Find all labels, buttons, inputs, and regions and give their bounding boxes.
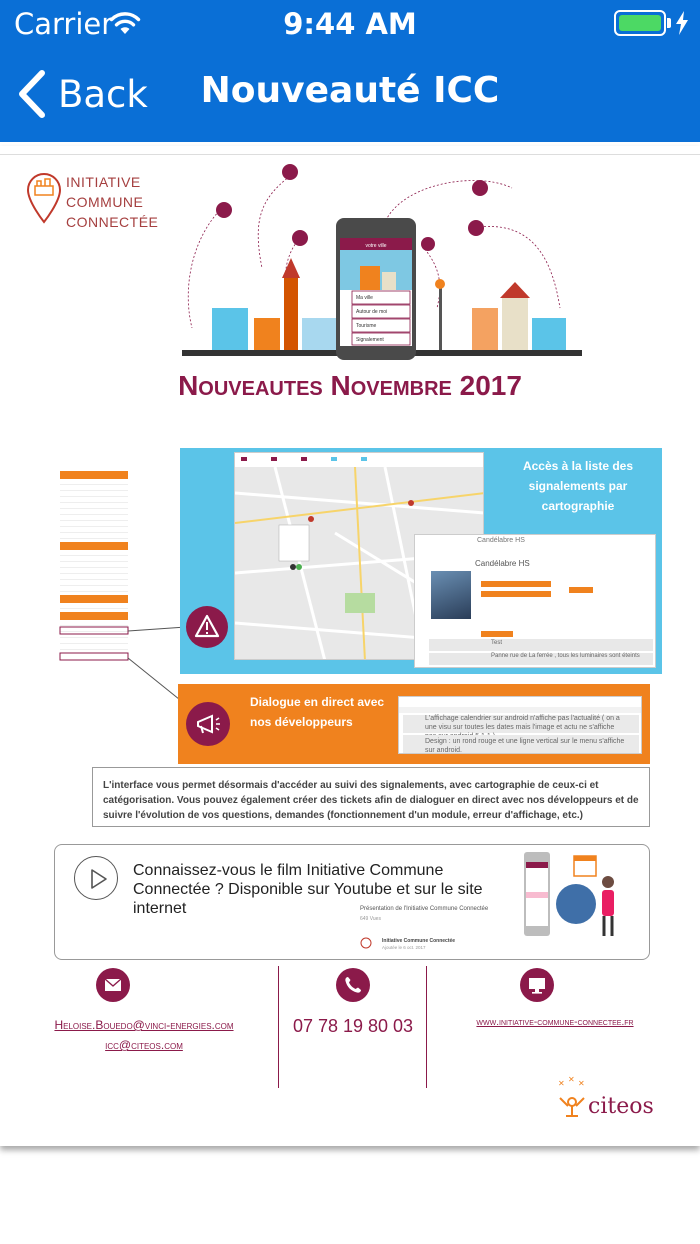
ticket-2-text: Design : un rond rouge et une ligne vertical sur le menu s'affiche sur android. — [425, 738, 625, 754]
status-time: 9:44 AM — [283, 7, 417, 41]
detail-card-title: Candélabre HS — [477, 537, 525, 544]
back-label: Back — [58, 72, 148, 116]
chevron-left-icon — [16, 69, 48, 119]
ticket-1-text: L'affichage calendrier sur android n'affiche pas l'actualité ( on a une visu sur toutes les dates mais l'image et actu ne s'affiche — [425, 715, 620, 731]
charging-bolt-icon — [675, 11, 689, 35]
page-title: Nouveauté ICC — [200, 70, 500, 111]
youtube-upload-date: Ajoutée le 6 oct. 2017 — [382, 945, 426, 950]
detail-row-description: Panne rue de La ferrée , tous les luminaires sont éteints — [491, 653, 640, 659]
contact-divider-1 — [278, 966, 279, 1088]
detail-send-button — [569, 587, 593, 593]
citeos-brand: citeos — [588, 1094, 654, 1119]
video-description: Connaissez-vous le film Initiative Commune Connectée ? Disponible sur Youtube et sur le site internet — [133, 862, 483, 917]
play-icon — [75, 857, 119, 901]
phone-icon — [336, 968, 370, 1002]
youtube-channel-name: Initiative Commune Connectée — [382, 938, 456, 944]
phone-menu-item-3: Tourisme — [356, 323, 377, 329]
megaphone-badge — [186, 702, 230, 746]
youtube-video-title: Présentation de l'Initiative Commune Connectée — [360, 906, 489, 912]
detail-row-1 — [429, 639, 653, 651]
signalements-heading: Accès à la liste des signalements par cartographie — [522, 459, 634, 513]
detail-status-bar-2 — [481, 591, 551, 597]
detail-card-subtitle: Candélabre HS — [475, 559, 530, 568]
warning-triangle-icon — [186, 606, 228, 648]
svg-text:✕: ✕ — [568, 1076, 575, 1084]
navigation-bar — [0, 0, 700, 142]
channel-logo-icon — [360, 936, 378, 950]
play-button[interactable] — [74, 856, 118, 900]
battery-cap — [667, 18, 671, 28]
admin-sidebar-screenshot — [60, 468, 128, 662]
email-link-1[interactable]: Heloise.Bouedo@vinci-energies.com — [54, 1018, 234, 1032]
email-badge — [96, 968, 130, 1002]
signalement-detail-screenshot — [414, 534, 656, 668]
status-bar — [0, 0, 700, 50]
back-button[interactable] — [16, 66, 148, 122]
website-badge — [520, 968, 554, 1002]
envelope-icon — [96, 968, 130, 1002]
document-top-divider — [0, 154, 700, 155]
youtube-view-count: 649 Vues — [360, 916, 381, 922]
video-thumbnail — [522, 852, 626, 938]
detail-status-bar-1 — [481, 581, 551, 587]
dialogue-heading: Dialogue en direct avec nos développeurs — [250, 695, 385, 729]
connected-town-illustration — [172, 158, 592, 373]
phone-menu-item-2: Autour de moi — [356, 309, 388, 315]
logo-line-1: INITIATIVE — [66, 174, 141, 190]
detail-delete-button — [481, 631, 513, 637]
phone-number[interactable]: 07 78 19 80 03 — [292, 1016, 414, 1036]
contact-divider-2 — [426, 966, 427, 1088]
streetlamp-photo — [431, 571, 471, 619]
megaphone-icon — [186, 702, 230, 746]
carrier-label: Carrier — [14, 7, 114, 41]
tickets-screenshot — [398, 696, 642, 754]
icc-logo-text — [66, 172, 158, 232]
phone-app-header: votre ville — [365, 243, 387, 249]
description-box: L'interface vous permet désormais d'accéder au suivi des signalements, avec cartographie de ceux-ci et catégorisation. Vous pouvez également créer des tickets afin de dialoguer en direct avec nos développeurs et de suivre l'évolution de vos questions, demandes (fonctionnement d'un module, erreur d'affichage, etc.) — [92, 767, 650, 827]
phone-menu-item-1: Ma ville — [356, 295, 373, 301]
monitor-icon — [520, 968, 554, 1002]
svg-text:✕: ✕ — [578, 1079, 585, 1088]
battery-icon — [614, 10, 666, 36]
warning-badge — [186, 606, 228, 648]
newsletter-headline: Nouveautes Novembre 2017 — [178, 370, 522, 401]
detail-row-label: Test — [491, 640, 503, 646]
phone-badge — [336, 968, 370, 1002]
logo-line-3: CONNECTÉE — [66, 214, 159, 230]
svg-text:✕: ✕ — [558, 1079, 565, 1088]
logo-line-2: COMMUNE — [66, 194, 144, 210]
phone-menu-item-4: Signalement — [356, 337, 384, 343]
website-link[interactable]: www.initiative-commune-connectee.fr — [476, 1017, 634, 1028]
email-link-2[interactable]: icc@citeos.com — [105, 1038, 183, 1052]
